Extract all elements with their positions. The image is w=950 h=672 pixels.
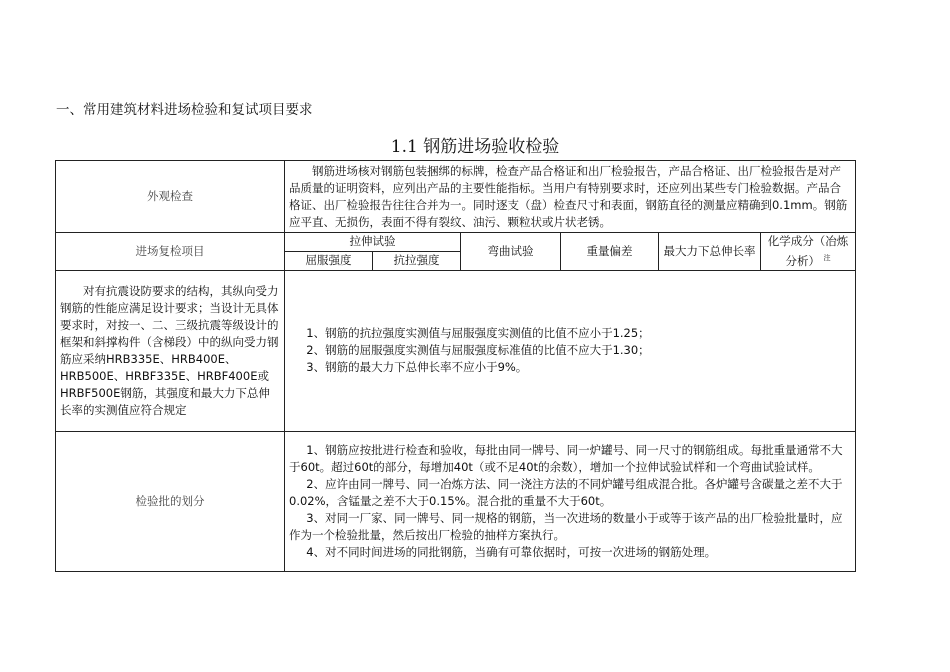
seismic-requirement-cell [56, 270, 285, 431]
seismic-item: 1、钢筋的抗拉强度实测值与屈服强度实测值的比值不应小于1.25； [306, 326, 650, 341]
appearance-text: 钢筋进场核对钢筋包装捆绑的标牌，检查产品合格证和出厂检验报告，产品合格证、出厂检验报告是对产品质量的证明资料，应列出产品的主要性能指标。当用户有特别要求时，还应列出某些专门检验数据。产品合格证、出厂检验报告往往合并为一。同时逐支（盘）检查尺寸和表面，钢筋直径的测量应精确到0.1mm。钢筋应平直、无损伤，表面不得有裂纹、油污、颗粒状或片状老锈。 [289, 163, 848, 229]
appearance-text-cell [285, 161, 856, 233]
batch-item: 4、对不同时间进场的同批钢筋，当确有可靠依据时，可按一次进场的钢筋处理。 [306, 544, 717, 559]
elongation-header: 最大力下总伸长率 [659, 233, 761, 271]
chemical-note-marker: 注 [823, 254, 831, 262]
retest-header-row-1 [56, 233, 856, 252]
retest-label: 进场复检项目 [56, 233, 285, 271]
appearance-row [56, 161, 856, 233]
seismic-items-cell [285, 270, 856, 431]
tensile-test-header: 拉伸试验 [285, 233, 461, 252]
seismic-item: 2、钢筋的屈服强度实测值与屈服强度标准值的比值不应大于1.30； [306, 343, 650, 358]
batch-item: 3、对同一厂家、同一牌号、同一规格的钢筋，当一次进场的数量小于或等于该产品的出厂检验批量时，应作为一个检验批量，然后按出厂检验的抽样方案执行。 [289, 510, 843, 542]
appearance-label: 外观检查 [56, 161, 285, 233]
seismic-row [56, 270, 856, 431]
batch-items-cell [285, 431, 856, 571]
section-heading: 一、常用建筑材料进场检验和复试项目要求 [56, 102, 313, 118]
rebar-inspection-table [55, 160, 856, 572]
weight-deviation-header: 重量偏差 [561, 233, 659, 271]
seismic-item: 3、钢筋的最大力下总伸长率不应小于9%。 [306, 360, 528, 375]
batch-row [56, 431, 856, 571]
batch-item: 1、钢筋应按批进行检查和验收，每批由同一牌号、同一炉罐号、同一尺寸的钢筋组成。每批重量通常不大于60t。超过60t的部分，每增加40t（或不足40t的余数），增加一个拉伸试验试样和一个弯曲试验试样。 [289, 442, 843, 474]
chemical-composition-text: 化学成分（冶炼分析） [767, 234, 849, 268]
bend-test-header: 弯曲试验 [461, 233, 561, 271]
seismic-requirement-text: 对有抗震设防要求的结构，其纵向受力钢筋的性能应满足设计要求；当设计无具体要求时，对按一、二、三级抗震等级设计的框架和斜撑构件（含梯段）中的纵向受力钢筋应采纳HRB335E、HRB400E、HRB500E、HRBF335E、HRBF400E或HRBF500E钢筋，其强度和最大力下总伸长率的实测值应符合规定 [60, 283, 279, 417]
tensile-strength-header: 抗拉强度 [373, 251, 461, 270]
chemical-composition-header [761, 233, 856, 271]
batch-item: 2、应许由同一牌号、同一冶炼方法、同一浇注方法的不同炉罐号组成混合批。各炉罐号含碳量之差不大于0.02%，含锰量之差不大于0.15%。混合批的重量不大于60t。 [289, 476, 843, 508]
document-title: 1.1 钢筋进场验收检验 [390, 137, 560, 157]
batch-label: 检验批的划分 [56, 431, 285, 571]
yield-strength-header: 屈服强度 [285, 251, 373, 270]
